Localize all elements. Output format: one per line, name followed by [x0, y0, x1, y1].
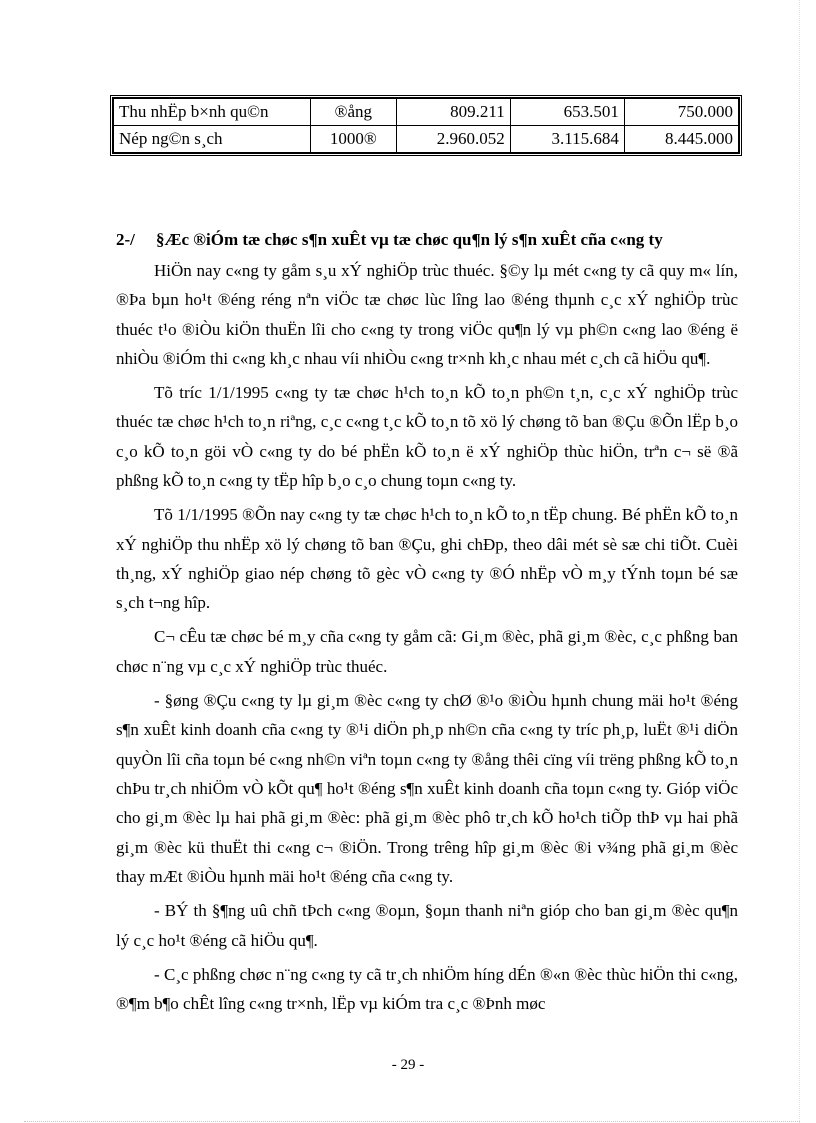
row-label: Thu nhËp b×nh qu©n — [114, 99, 311, 126]
statistics-table — [110, 95, 742, 156]
paragraph: Tõ tríc 1/1/1995 c«ng ty tæ chøc h¹ch to¸n kÕ to¸n ph©n t¸n, c¸c xÝ nghiÖp trùc thuéc tæ chøc h¹ch to¸n riªng, c¸c c«ng t¸c kÕ to¸n tõ xö lý chøng tõ ban ®Çu ®Õn lËp b¸o c¸o kÕ to¸n göi vÒ c«ng ty do bé phËn kÕ to¸n ë xÝ nghiÖp thùc hiÖn, trªn c¬ së ®ã phßng kÕ to¸n c«ng ty tËp hîp b¸o c¸o chung toµn c«ng ty. — [116, 383, 738, 491]
page-number: - 29 - — [391, 1057, 425, 1073]
section-title: §Æc ®iÓm tæ chøc s¶n xuÊt vµ tæ chøc qu¶n lý s¶n xuÊt cña c«ng ty — [156, 230, 663, 249]
row-value-2: 3.115.684 — [510, 126, 624, 153]
paragraph: Tõ 1/1/1995 ®Õn nay c«ng ty tæ chøc h¹ch to¸n kÕ to¸n tËp chung. Bé phËn kÕ to¸n xÝ nghiÖp thu nhËp xö lý chøng tõ ban ®Çu, ghi chÐp, theo dâi mét sè sæ chi tiÕt. Cuèi th¸ng, xÝ nghiÖp giao nép chøng tõ gèc vÒ c«ng ty ®Ó nhËp vÒ m¸y tÝnh toµn bé sæ s¸ch t¬ng hîp. — [116, 505, 738, 613]
paragraph: - §øng ®Çu c«ng ty lµ gi¸m ®èc c«ng ty chØ ®¹o ®iÒu hµnh chung mäi ho¹t ®éng s¶n xuÊt kinh doanh cña c«ng ty ®¹i diÖn ph¸p nh©n cña c«ng ty tríc ph¸p, luËt ®¹i diÖn quyÒn lîi cña toµn bé c«ng nh©n viªn toµn c«ng ty ®ång thêi cïng víi trëng phßng kÕ to¸n chÞu tr¸ch nhiÖm vÒ kÕt qu¶ ho¹t ®éng s¶n xuÊt kinh doanh cña toµn c«ng ty. Gióp viÖc cho gi¸m ®èc lµ hai phã gi¸m ®èc: phã gi¸m ®èc phô tr¸ch kÕ ho¹ch tiÕp thÞ vµ hai phã gi¸m ®èc kü thuËt thi c«ng c¬ ®iÖn. Trong trêng hîp gi¸m ®èc ®i v¾ng phã gi¸m ®èc thay mÆt ®iÒu hµnh mäi ho¹t ®éng cña c«ng ty. — [116, 690, 738, 887]
page-edge-bottom — [24, 1121, 800, 1122]
table-row — [114, 126, 739, 153]
row-label: Nép ng©n s¸ch — [114, 126, 311, 153]
paragraph: C¬ cÊu tæ chøc bé m¸y cña c«ng ty gåm cã: Gi¸m ®èc, phã gi¸m ®èc, c¸c phßng ban chøc n¨ng vµ c¸c xÝ nghiÖp trùc thuéc. — [116, 627, 738, 676]
paragraph: - BÝ th §¶ng uû chñ tÞch c«ng ®oµn, §oµn thanh niªn gióp cho ban gi¸m ®èc qu¶n lý c¸c ho¹t ®éng cã hiÖu qu¶. — [116, 901, 738, 950]
row-value-2: 653.501 — [510, 99, 624, 126]
section-number: 2-/ — [116, 230, 135, 249]
row-value-1: 809.211 — [396, 99, 510, 126]
document-body — [116, 225, 738, 1023]
page-edge-right — [799, 0, 800, 1123]
row-value-3: 750.000 — [624, 99, 738, 126]
row-value-1: 2.960.052 — [396, 126, 510, 153]
paragraph: - C¸c phßng chøc n¨ng c«ng ty cã tr¸ch nhiÖm híng dÉn ®«n ®èc thùc hiÖn thi c«ng, ®¶m b¶o chÊt lîng c«ng tr×nh, lËp vµ kiÓm tra c¸c ®Þnh møc — [116, 964, 738, 1014]
table-row — [114, 99, 739, 126]
row-unit: 1000® — [311, 126, 397, 153]
paragraph: HiÖn nay c«ng ty gåm s¸u xÝ nghiÖp trùc thuéc. §©y lµ mét c«ng ty cã quy m« lín, ®Þa bµn ho¹t ®éng réng nªn viÖc tæ chøc lùc lîng lao ®éng thµnh c¸c xÝ nghiÖp trùc thuéc t¹o ®iÒu kiÖn thuËn lîi cho c«ng ty trong viÖc qu¶n lý vµ ph©n c«ng lao ®éng ë nhiÒu ®iÓm thi c«ng kh¸c nhau víi nhiÒu c«ng tr×nh kh¸c nhau mét c¸ch cã hiÖu qu¶. — [116, 260, 738, 369]
row-unit: ®ång — [311, 99, 397, 126]
section-heading — [116, 225, 738, 254]
row-value-3: 8.445.000 — [624, 126, 738, 153]
